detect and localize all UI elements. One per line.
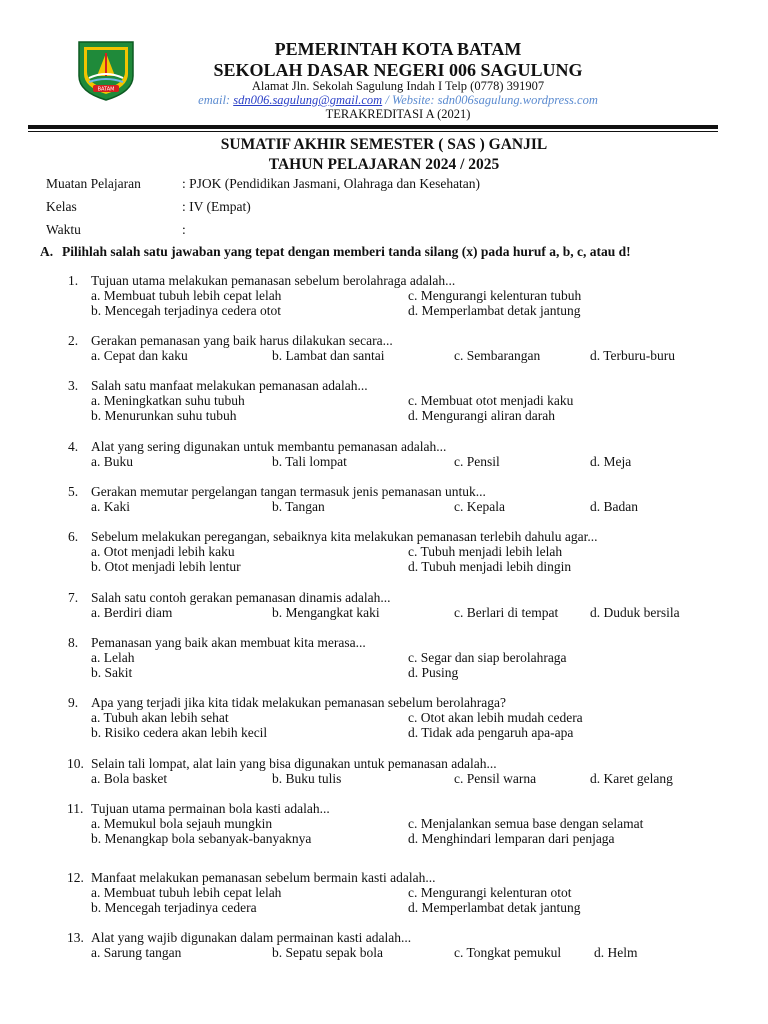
question-number: 2. [68, 333, 79, 348]
header-divider-thick [28, 125, 718, 129]
info-value: : IV (Empat) [182, 199, 251, 214]
option-b[interactable]: b. Mencegah terjadinya cedera [91, 900, 257, 916]
option-b[interactable]: b. Sakit [91, 665, 133, 681]
info-label: Waktu [46, 222, 81, 237]
batam-city-logo-icon [75, 40, 137, 102]
option-a[interactable]: a. Meningkatkan suhu tubuh [91, 393, 245, 409]
contact-line [150, 93, 646, 108]
question-text: Sebelum melakukan peregangan, sebaiknya kita melakukan pemanasan terlebih dahulu agar... [91, 529, 598, 544]
option-c[interactable]: c. Membuat otot menjadi kaku [408, 393, 574, 409]
question-number: 7. [68, 590, 79, 605]
option-a[interactable]: a. Lelah [91, 650, 135, 666]
question-text: Alat yang wajib digunakan dalam permainan kasti adalah... [91, 930, 412, 945]
option-b[interactable]: b. Tangan [272, 499, 325, 515]
option-b[interactable]: b. Otot menjadi lebih lentur [91, 559, 241, 575]
academic-year: TAHUN PELAJARAN 2024 / 2025 [268, 156, 500, 173]
option-a[interactable]: a. Memukul bola sejauh mungkin [91, 816, 273, 832]
option-c[interactable]: c. Tubuh menjadi lebih lelah [408, 544, 563, 560]
option-b[interactable]: b. Mencegah terjadinya cedera otot [91, 303, 282, 319]
question-text: Selain tali lompat, alat lain yang bisa digunakan untuk pemanasan adalah... [91, 756, 497, 771]
option-c[interactable]: c. Tongkat pemukul [454, 945, 562, 961]
option-b[interactable]: b. Lambat dan santai [272, 348, 385, 364]
email-link[interactable]: sdn006.sagulung@gmail.com [233, 93, 383, 107]
question-number: 9. [68, 695, 79, 710]
question-number: 4. [68, 439, 79, 454]
option-c[interactable]: c. Kepala [454, 499, 505, 515]
info-label: Muatan Pelajaran [46, 176, 141, 191]
option-d[interactable]: d. Mengurangi aliran darah [408, 408, 555, 424]
question-text: Alat yang sering digunakan untuk membantu pemanasan adalah... [91, 439, 447, 454]
option-a[interactable]: a. Buku [91, 454, 133, 470]
option-c[interactable]: c. Mengurangi kelenturan tubuh [408, 288, 582, 304]
question-number: 8. [68, 635, 79, 650]
option-b[interactable]: b. Tali lompat [272, 454, 347, 470]
option-d[interactable]: d. Tidak ada pengaruh apa-apa [408, 725, 574, 741]
option-b[interactable]: b. Risiko cedera akan lebih kecil [91, 725, 268, 741]
option-b[interactable]: b. Mengangkat kaki [272, 605, 380, 621]
website-label: Website: [391, 93, 435, 107]
question-number: 3. [68, 378, 79, 393]
exam-title: SUMATIF AKHIR SEMESTER ( SAS ) GANJIL [220, 136, 548, 153]
question-number: 5. [68, 484, 79, 499]
option-a[interactable]: a. Kaki [91, 499, 130, 515]
school-name: SEKOLAH DASAR NEGERI 006 SAGULUNG [213, 60, 583, 80]
question-text: Tujuan utama melakukan pemanasan sebelum berolahraga adalah... [91, 273, 456, 288]
option-c[interactable]: c. Segar dan siap berolahraga [408, 650, 567, 666]
question-text: Manfaat melakukan pemanasan sebelum bermain kasti adalah... [91, 870, 436, 885]
option-d[interactable]: d. Meja [590, 454, 632, 470]
question-number: 1. [68, 273, 79, 288]
section-marker: A. [40, 244, 54, 259]
info-value: : [182, 222, 186, 237]
option-c[interactable]: c. Berlari di tempat [454, 605, 559, 621]
question-text: Tujuan utama permainan bola kasti adalah... [91, 801, 330, 816]
question-text: Gerakan pemanasan yang baik harus dilakukan secara... [91, 333, 393, 348]
option-b[interactable]: b. Buku tulis [272, 771, 342, 787]
option-b[interactable]: b. Menangkap bola sebanyak-banyaknya [91, 831, 312, 847]
option-a[interactable]: a. Membuat tubuh lebih cepat lelah [91, 288, 282, 304]
question-text: Apa yang terjadi jika kita tidak melakukan pemanasan sebelum berolahraga? [91, 695, 506, 710]
option-b[interactable]: b. Menurunkan suhu tubuh [91, 408, 237, 424]
option-b[interactable]: b. Sepatu sepak bola [272, 945, 383, 961]
option-d[interactable]: d. Helm [594, 945, 638, 961]
option-c[interactable]: c. Pensil warna [454, 771, 537, 787]
government-title: PEMERINTAH KOTA BATAM [274, 39, 522, 59]
question-number: 6. [68, 529, 79, 544]
question-number: 10. [67, 756, 84, 771]
option-c[interactable]: c. Menjalankan semua base dengan selamat [408, 816, 644, 832]
option-a[interactable]: a. Membuat tubuh lebih cepat lelah [91, 885, 282, 901]
website-separator: / [385, 93, 389, 107]
question-number: 11. [67, 801, 84, 816]
option-d[interactable]: d. Memperlambat detak jantung [408, 303, 581, 319]
option-d[interactable]: d. Karet gelang [590, 771, 673, 787]
option-a[interactable]: a. Otot menjadi lebih kaku [91, 544, 235, 560]
option-d[interactable]: d. Tubuh menjadi lebih dingin [408, 559, 572, 575]
option-d[interactable]: d. Menghindari lemparan dari penjaga [408, 831, 615, 847]
info-label: Kelas [46, 199, 77, 214]
website-link[interactable]: sdn006sagulung.wordpress.com [437, 93, 598, 107]
option-a[interactable]: a. Cepat dan kaku [91, 348, 188, 364]
option-a[interactable]: a. Bola basket [91, 771, 168, 787]
info-value: : PJOK (Pendidikan Jasmani, Olahraga dan Kesehatan) [182, 176, 481, 191]
option-c[interactable]: c. Sembarangan [454, 348, 541, 364]
option-a[interactable]: a. Tubuh akan lebih sehat [91, 710, 229, 726]
option-d[interactable]: d. Memperlambat detak jantung [408, 900, 581, 916]
option-d[interactable]: d. Pusing [408, 665, 459, 681]
option-d[interactable]: d. Badan [590, 499, 638, 515]
option-c[interactable]: c. Pensil [454, 454, 500, 470]
option-c[interactable]: c. Otot akan lebih mudah cedera [408, 710, 583, 726]
question-number: 12. [67, 870, 84, 885]
section-text: Pilihlah salah satu jawaban yang tepat dengan memberi tanda silang (x) pada huruf a, b, c, atau d! [62, 244, 631, 259]
option-a[interactable]: a. Berdiri diam [91, 605, 173, 621]
option-a[interactable]: a. Sarung tangan [91, 945, 182, 961]
header-divider-thin [28, 131, 718, 132]
email-label: email: [198, 93, 231, 107]
section-instruction [40, 243, 631, 260]
question-text: Gerakan memutar pergelangan tangan termasuk jenis pemanasan untuk... [91, 484, 486, 499]
school-address: Alamat Jln. Sekolah Sagulung Indah I Telp (0778) 391907 [251, 79, 545, 93]
question-number: 13. [67, 930, 84, 945]
question-text: Pemanasan yang baik akan membuat kita merasa... [91, 635, 366, 650]
logo-text: BATAM [97, 86, 115, 93]
option-c[interactable]: c. Mengurangi kelenturan otot [408, 885, 572, 901]
question-text: Salah satu contoh gerakan pemanasan dinamis adalah... [91, 590, 391, 605]
option-d[interactable]: d. Duduk bersila [590, 605, 680, 621]
option-d[interactable]: d. Terburu-buru [590, 348, 676, 364]
question-text: Salah satu manfaat melakukan pemanasan adalah... [91, 378, 368, 393]
accreditation: TERAKREDITASI A (2021) [325, 107, 471, 121]
